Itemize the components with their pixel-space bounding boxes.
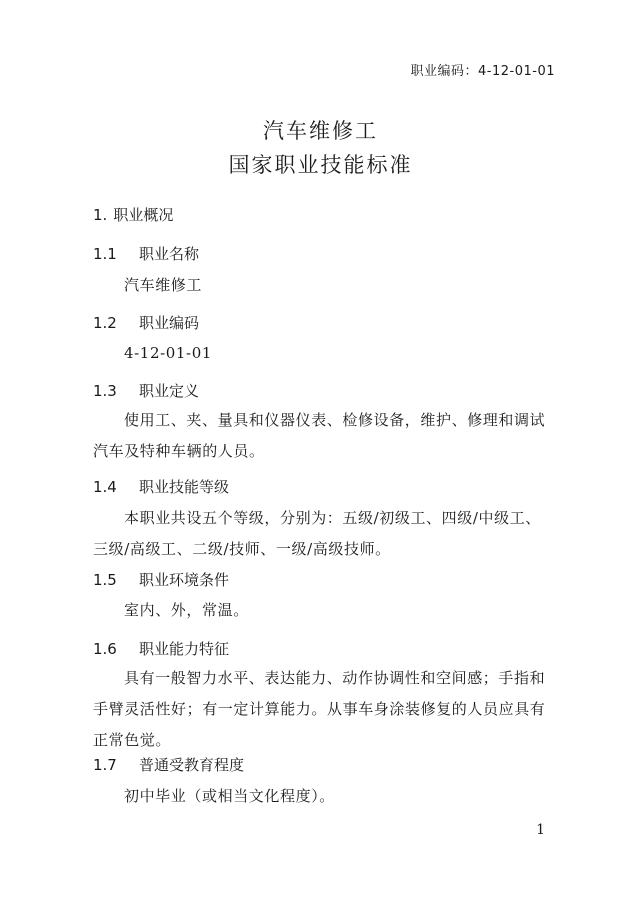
section-body-1-2	[93, 338, 553, 369]
document-subtitle: 国家职业技能标准	[228, 153, 413, 177]
section-number: 1.3	[93, 382, 117, 400]
section-number: 1.7	[93, 756, 117, 774]
body-text-line: 汽车及特种车辆的人员。	[93, 442, 265, 460]
section-heading-overview	[93, 204, 173, 225]
section-number: 1.	[93, 206, 108, 224]
body-text-line: 手臂灵活性好；有一定计算能力。从事车身涂装修复的人员应具有	[93, 700, 546, 718]
section-label: 职业环境条件	[139, 571, 230, 589]
section-body-1-4	[93, 503, 553, 565]
section-heading-1-5	[93, 569, 229, 590]
document-title: 汽车维修工	[263, 119, 378, 143]
section-heading-1-1	[93, 243, 199, 264]
section-label: 职业技能等级	[139, 478, 230, 496]
body-text-line: 三级/高级工、二级/技师、一级/高级技师。	[93, 540, 391, 558]
section-heading-1-4	[93, 476, 229, 497]
body-text-line: 具有一般智力水平、表达能力、动作协调性和空间感；手指和	[124, 669, 546, 687]
section-body-1-3	[93, 405, 553, 467]
section-label: 职业能力特征	[139, 640, 230, 658]
section-number: 1.6	[93, 640, 117, 658]
page-number: 1	[536, 822, 545, 838]
body-text-line: 本职业共设五个等级，分别为：五级/初级工、四级/中级工、	[124, 509, 541, 527]
body-text-line: 正常色觉。	[93, 731, 172, 749]
section-heading-1-7	[93, 754, 244, 775]
body-text: 初中毕业（或相当文化程度）。	[124, 787, 335, 805]
section-label: 职业概况	[113, 206, 174, 224]
section-heading-1-3	[93, 380, 199, 401]
section-body-1-5	[93, 595, 553, 626]
section-heading-1-2	[93, 312, 199, 333]
body-text: 汽车维修工	[124, 276, 203, 294]
section-heading-1-6	[93, 638, 229, 659]
section-label: 职业编码	[139, 314, 200, 332]
section-body-1-7	[93, 781, 553, 812]
body-text: 室内、外，常温。	[124, 601, 249, 619]
section-number: 1.5	[93, 571, 117, 589]
section-number: 1.1	[93, 245, 117, 263]
section-number: 1.2	[93, 314, 117, 332]
body-text-line: 使用工、夹、量具和仪器仪表、检修设备，维护、修理和调试	[124, 411, 546, 429]
body-text: 4-12-01-01	[124, 344, 213, 362]
section-body-1-6	[93, 663, 553, 756]
section-number: 1.4	[93, 478, 117, 496]
section-body-1-1	[93, 270, 553, 301]
section-label: 职业定义	[139, 382, 200, 400]
section-label: 职业名称	[139, 245, 200, 263]
section-label: 普通受教育程度	[139, 756, 245, 774]
occupation-code-header: 职业编码：4-12-01-01	[410, 64, 555, 79]
